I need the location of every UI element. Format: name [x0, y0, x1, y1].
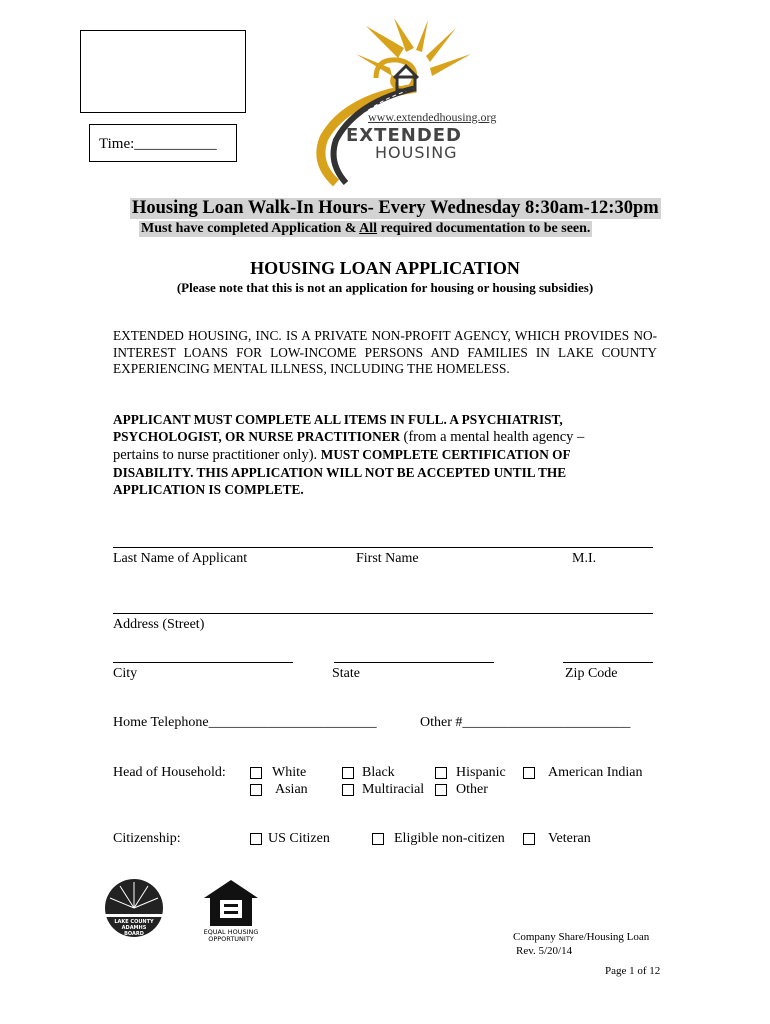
zip-label: Zip Code: [565, 666, 618, 681]
city-label: City: [113, 666, 138, 681]
checkbox-us-citizen[interactable]: [250, 833, 262, 845]
checkbox-other[interactable]: [435, 784, 447, 796]
option-multiracial: Multiracial: [362, 782, 425, 797]
address-label: Address (Street): [113, 617, 205, 632]
citizenship-label: Citizenship:: [113, 831, 181, 846]
checkbox-american-indian[interactable]: [523, 767, 535, 779]
option-other: Other: [456, 782, 488, 797]
name-line[interactable]: [113, 547, 653, 548]
board-line-3: BOARD: [124, 931, 144, 937]
instructions-part2: (from a mental health agency – pertains to nurse practitioner only).: [113, 429, 585, 463]
option-black: Black: [362, 765, 395, 780]
checkbox-white[interactable]: [250, 767, 262, 779]
checkbox-hispanic[interactable]: [435, 767, 447, 779]
home-telephone-field[interactable]: Home Telephone________________________: [113, 715, 377, 730]
option-hispanic: Hispanic: [456, 765, 506, 780]
checkbox-multiracial[interactable]: [342, 784, 354, 796]
last-name-label: Last Name of Applicant: [113, 551, 248, 566]
instructions-part3: MUST COMPLETE CERTIFICATION OF DISABILITY. THIS APPLICATION WILL NOT BE ACCEPTED UNTIL THE APPLICATION IS COMPLETE.: [113, 447, 571, 497]
logo-text-extended: EXTENDED: [346, 125, 462, 146]
board-line-1: LAKE COUNTY: [114, 919, 154, 925]
application-note: (Please note that this is not an application for housing or housing subsidies): [176, 280, 594, 295]
state-label: State: [332, 666, 360, 681]
notice-part2: required documentation to be seen.: [377, 221, 591, 236]
logo-text-housing: HOUSING: [375, 143, 458, 162]
equal-housing-logo: [202, 878, 260, 944]
option-white: White: [272, 765, 307, 780]
documentation-notice: [139, 221, 592, 237]
page-number: Page 1 of 12: [605, 965, 661, 977]
checkbox-black[interactable]: [342, 767, 354, 779]
page-title: HOUSING LOAN APPLICATION: [250, 258, 520, 278]
revision-label: Rev. 5/20/14: [516, 945, 573, 957]
zip-line[interactable]: [563, 662, 653, 663]
option-veteran: Veteran: [548, 831, 591, 846]
equal-housing-line-1: EQUAL HOUSING: [203, 928, 259, 936]
agency-description: EXTENDED HOUSING, INC. IS A PRIVATE NON-PROFIT AGENCY, WHICH PROVIDES NO-INTEREST LOANS FOR LOW-INCOME PERSONS AND FAMILIES IN LAKE COUNTY EXPERIENCING MENTAL ILLNESS, INCLUDING THE HOMELESS.: [113, 328, 657, 376]
board-line-2: ADAMHS: [121, 925, 147, 931]
state-line[interactable]: [334, 662, 494, 663]
instructions-part1: APPLICANT MUST COMPLETE ALL ITEMS IN FULL. A PSYCHIATRIST, PSYCHOLOGIST, OR NURSE PRACTITIONER: [113, 412, 563, 444]
option-eligible-non-citizen: Eligible non-citizen: [394, 831, 505, 846]
equal-housing-line-2: OPPORTUNITY: [208, 935, 254, 943]
checkbox-eligible-non-citizen[interactable]: [372, 833, 384, 845]
mi-label: M.I.: [572, 551, 597, 566]
notice-part1: Must have completed Application &: [141, 221, 360, 236]
head-of-household-label: Head of Household:: [113, 765, 226, 780]
stamp-box: [80, 30, 246, 113]
walkin-hours-banner: Housing Loan Walk-In Hours- Every Wednesday 8:30am-12:30pm: [132, 198, 659, 218]
logo-url[interactable]: www.extendedhousing.org: [368, 110, 497, 124]
option-asian: Asian: [275, 782, 308, 797]
option-us-citizen: US Citizen: [268, 831, 330, 846]
company-label: Company Share/Housing Loan: [513, 931, 650, 943]
checkbox-asian[interactable]: [250, 784, 262, 796]
time-field[interactable]: Time:___________: [89, 124, 237, 162]
first-name-label: First Name: [356, 551, 419, 566]
checkbox-veteran[interactable]: [523, 833, 535, 845]
address-line[interactable]: [113, 613, 653, 614]
city-line[interactable]: [113, 662, 293, 663]
application-instructions: [113, 411, 633, 498]
other-number-field[interactable]: Other #________________________: [420, 715, 631, 730]
extended-housing-logo: [306, 18, 536, 188]
adamhs-board-logo: [104, 878, 164, 938]
option-american-indian: American Indian: [548, 765, 643, 780]
notice-all: All: [359, 221, 378, 236]
